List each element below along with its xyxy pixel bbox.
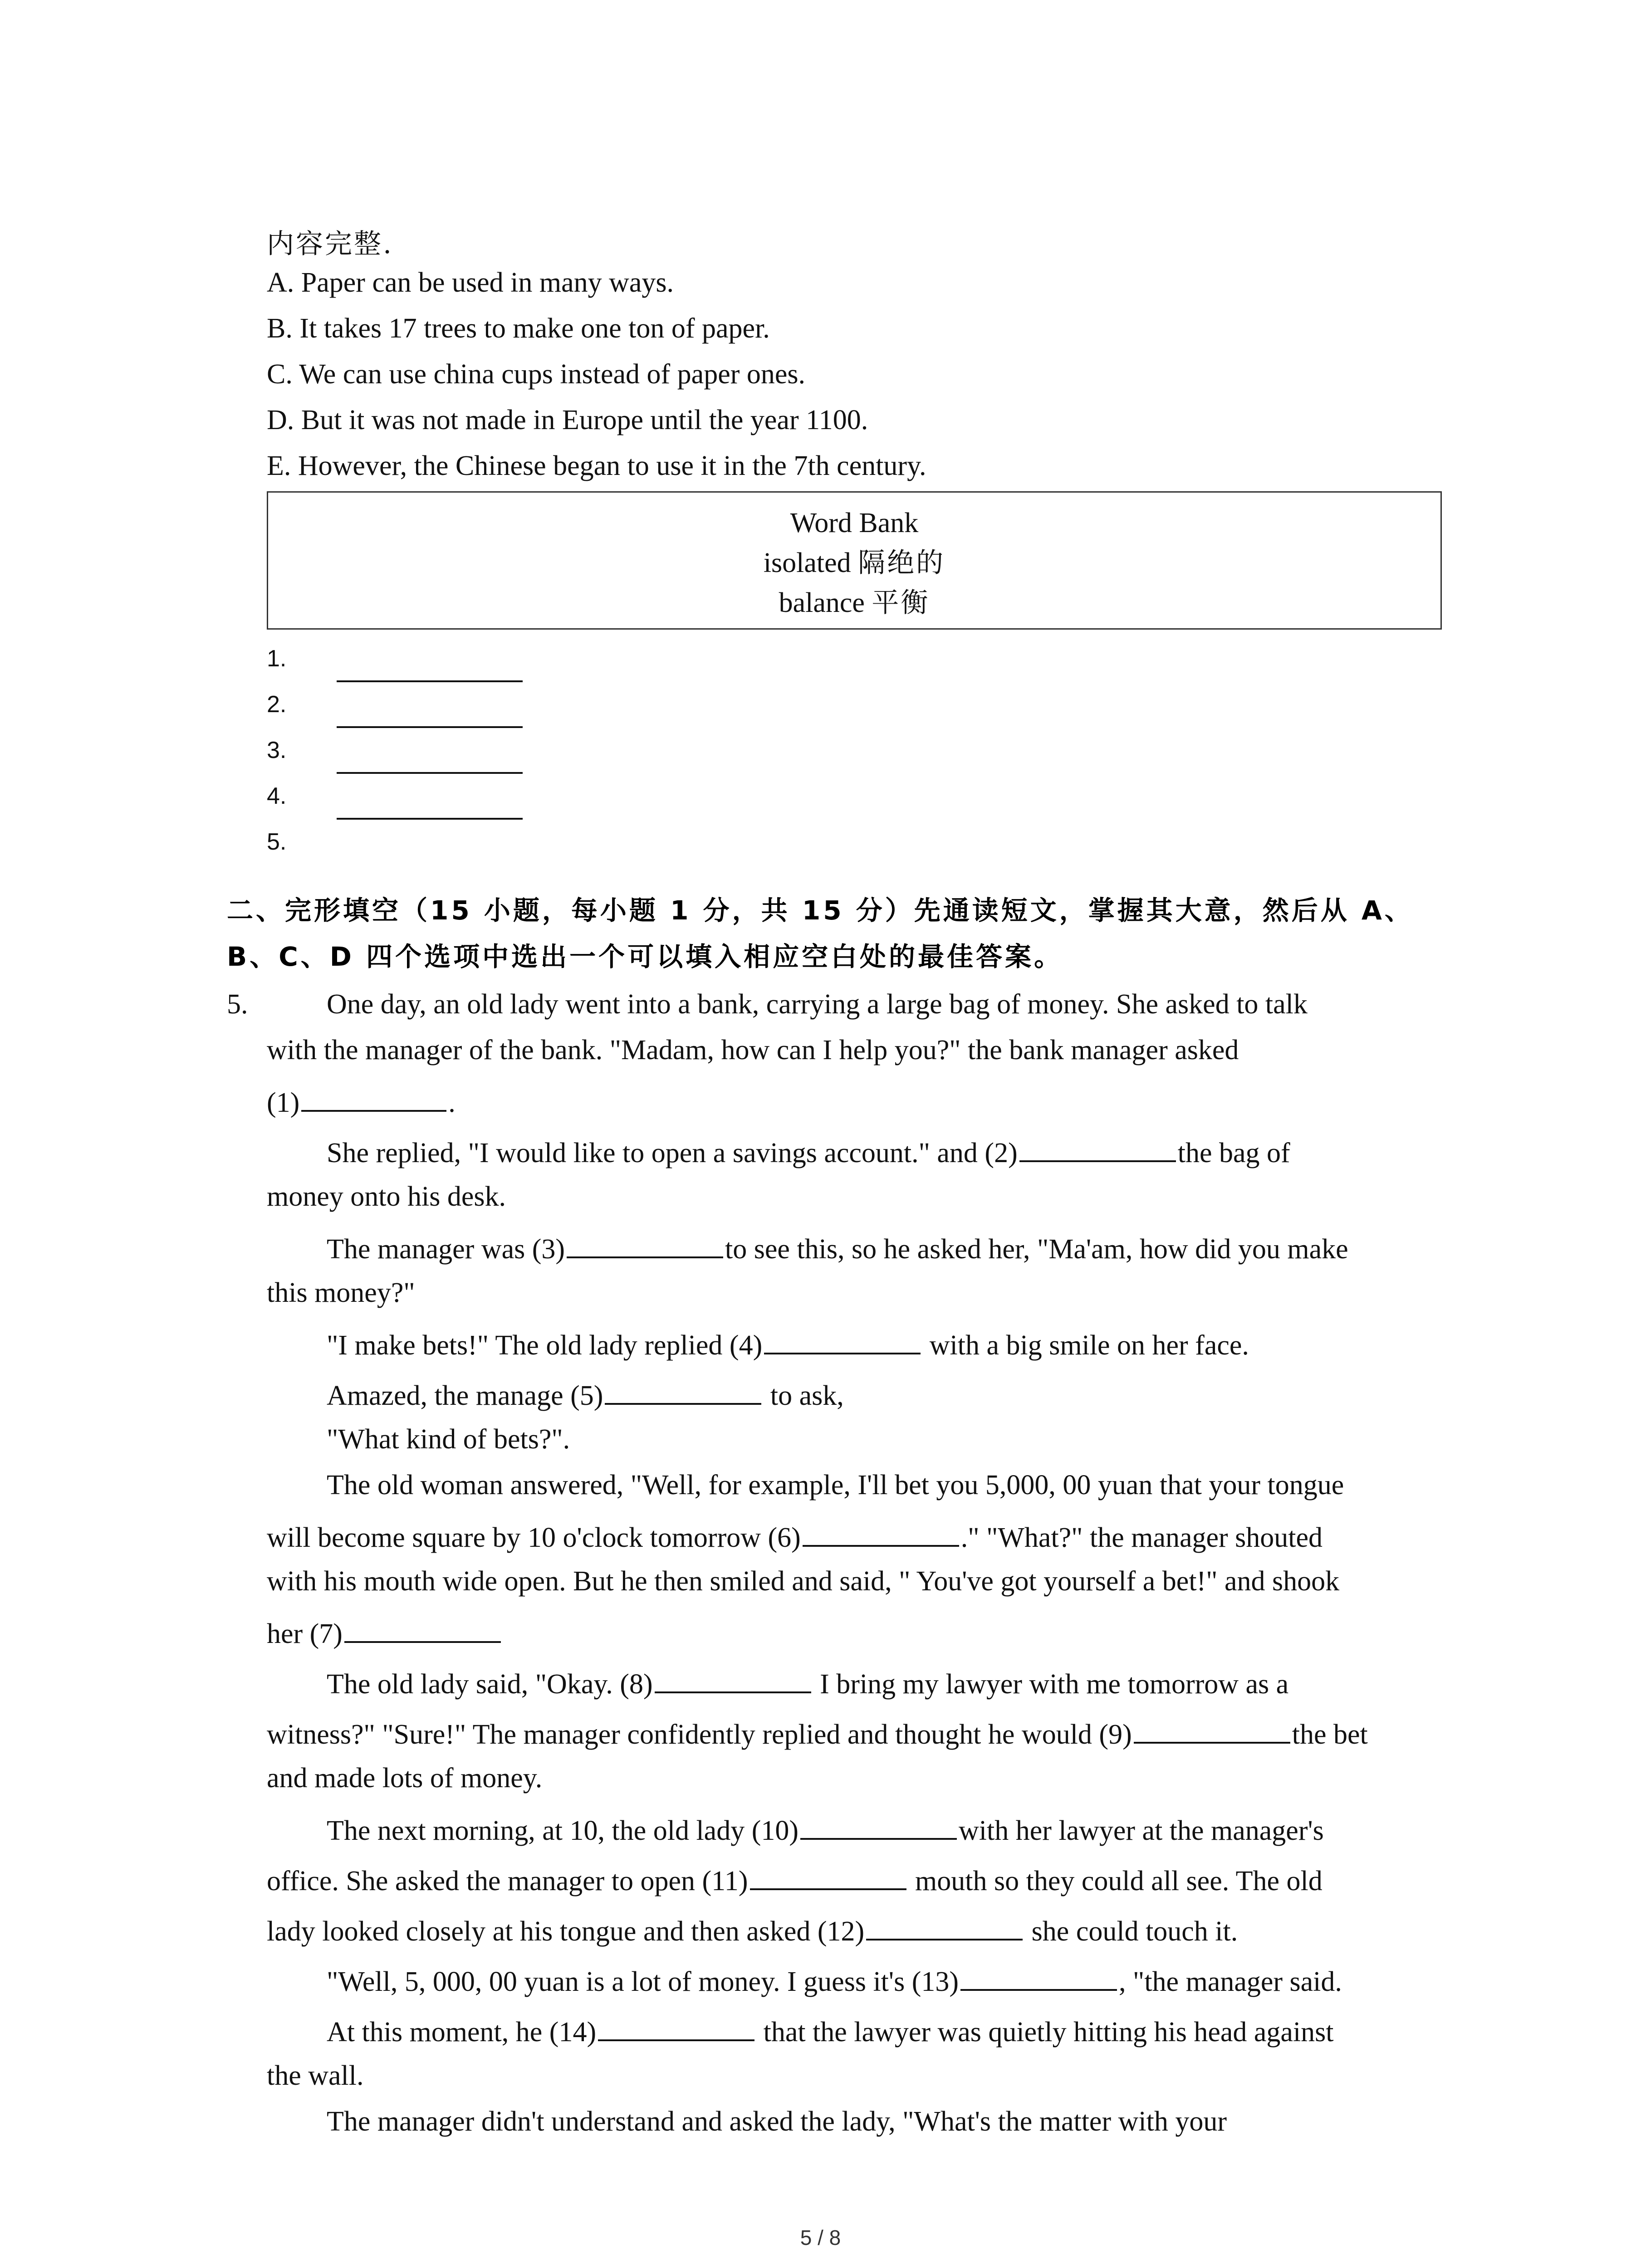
answer-number: 2. <box>267 691 287 718</box>
option-d <box>267 406 868 434</box>
passage-line: this money?" <box>267 1277 415 1308</box>
answer-number: 3. <box>267 737 287 763</box>
answer-number: 4. <box>267 783 287 809</box>
blank-9[interactable] <box>1134 1718 1290 1744</box>
option-text: Paper can be used in many ways. <box>301 267 674 298</box>
word-en: isolated <box>763 547 851 578</box>
word-zh: 隔绝的 <box>858 547 945 579</box>
option-e <box>267 452 926 480</box>
option-letter: A. <box>267 267 294 298</box>
blank-10[interactable] <box>800 1814 957 1840</box>
blank-14[interactable] <box>598 2016 754 2041</box>
option-a <box>267 269 674 297</box>
passage-line: with his mouth wide open. But he then smiled and said, " You've got yourself a bet!" and shook <box>267 1566 1340 1597</box>
blank-12[interactable] <box>866 1915 1023 1941</box>
answer-number: 5. <box>267 829 287 855</box>
passage-line: office. She asked the manager to open (11) mouth so they could all see. The old <box>267 1866 1323 1897</box>
passage-line: Amazed, the manage (5) to ask, <box>327 1380 844 1411</box>
answer-line[interactable] <box>337 772 523 774</box>
word-bank-box <box>267 491 1442 630</box>
option-letter: C. <box>267 359 293 390</box>
passage-line: The manager was (3) to see this, so he asked her, "Ma'am, how did you make <box>327 1234 1348 1265</box>
blank-8[interactable] <box>655 1668 811 1693</box>
blank-13[interactable] <box>960 1965 1117 1991</box>
passage-line: her (7) <box>267 1618 503 1648</box>
passage-line: The manager didn't understand and asked the lady, "What's the matter with your <box>327 2106 1227 2137</box>
passage-line: The old woman answered, "Well, for example, I'll bet you 5,000, 00 yuan that your tongue <box>327 1470 1344 1501</box>
passage-line: The next morning, at 10, the old lady (10) with her lawyer at the manager's <box>327 1815 1324 1846</box>
passage-line: the wall. <box>267 2060 364 2091</box>
word-bank-entry <box>268 589 1440 617</box>
passage-line: will become square by 10 o'clock tomorrow (6) ." "What?" the manager shouted <box>267 1522 1323 1553</box>
option-text: It takes 17 trees to make one ton of paper. <box>299 313 770 344</box>
passage-line: witness?" "Sure!" The manager confidently replied and thought he would (9) the bet <box>267 1719 1368 1750</box>
blank-5[interactable] <box>605 1379 761 1405</box>
blank-11[interactable] <box>750 1865 906 1890</box>
option-text: But it was not made in Europe until the year 1100. <box>301 405 868 435</box>
option-letter: B. <box>267 313 293 344</box>
page-number: 5 / 8 <box>800 2226 841 2249</box>
blank-4[interactable] <box>764 1329 921 1354</box>
option-letter: E. <box>267 450 291 481</box>
answer-line[interactable] <box>337 726 523 728</box>
passage-line: and made lots of money. <box>267 1763 543 1794</box>
passage-line: She replied, "I would like to open a savings account." and (2) the bag of <box>327 1138 1290 1168</box>
word-bank-entry <box>268 549 1440 577</box>
option-text: We can use china cups instead of paper ones. <box>299 359 806 390</box>
answer-number: 1. <box>267 645 287 672</box>
word-zh: 平衡 <box>872 587 930 619</box>
word-en: balance <box>779 587 865 618</box>
blank-2[interactable] <box>1019 1137 1176 1162</box>
passage-line: "Well, 5, 000, 00 yuan is a lot of money. I guess it's (13) , "the manager said. <box>327 1966 1342 1997</box>
word-bank-title: Word Bank <box>790 508 919 538</box>
passage-line: One day, an old lady went into a bank, carrying a large bag of money. She asked to talk <box>327 989 1308 1020</box>
blank-7[interactable] <box>344 1618 501 1643</box>
passage-line: money onto his desk. <box>267 1181 506 1212</box>
passage-line: "I make bets!" The old lady replied (4) with a big smile on her face. <box>327 1330 1249 1361</box>
passage-line: At this moment, he (14) that the lawyer was quietly hitting his head against <box>327 2017 1334 2048</box>
blank-6[interactable] <box>803 1521 959 1547</box>
option-b <box>267 314 770 342</box>
answer-line[interactable] <box>337 680 523 682</box>
option-c <box>267 360 805 388</box>
passage-line: with the manager of the bank. "Madam, how can I help you?" the bank manager asked <box>267 1035 1239 1066</box>
passage-line: lady looked closely at his tongue and then asked (12) she could touch it. <box>267 1916 1238 1947</box>
passage-line: (1) . <box>267 1087 456 1118</box>
intro-continuation: 内容完整. <box>267 228 394 260</box>
blank-3[interactable] <box>567 1233 723 1258</box>
section-heading-line1: 二、完形填空（15 小题，每小题 1 分，共 15 分）先通读短文，掌握其大意，然后从 A、 <box>227 895 1414 926</box>
section-heading-line2: B、C、D 四个选项中选出一个可以填入相应空白处的最佳答案。 <box>227 941 1063 972</box>
passage-line: "What kind of bets?". <box>327 1424 570 1455</box>
question-number: 5. <box>227 989 248 1020</box>
blank-1[interactable] <box>301 1086 446 1112</box>
option-text: However, the Chinese began to use it in the 7th century. <box>298 450 926 481</box>
passage-line: The old lady said, "Okay. (8) I bring my lawyer with me tomorrow as a <box>327 1669 1289 1700</box>
answer-line[interactable] <box>337 818 523 820</box>
option-letter: D. <box>267 405 294 435</box>
